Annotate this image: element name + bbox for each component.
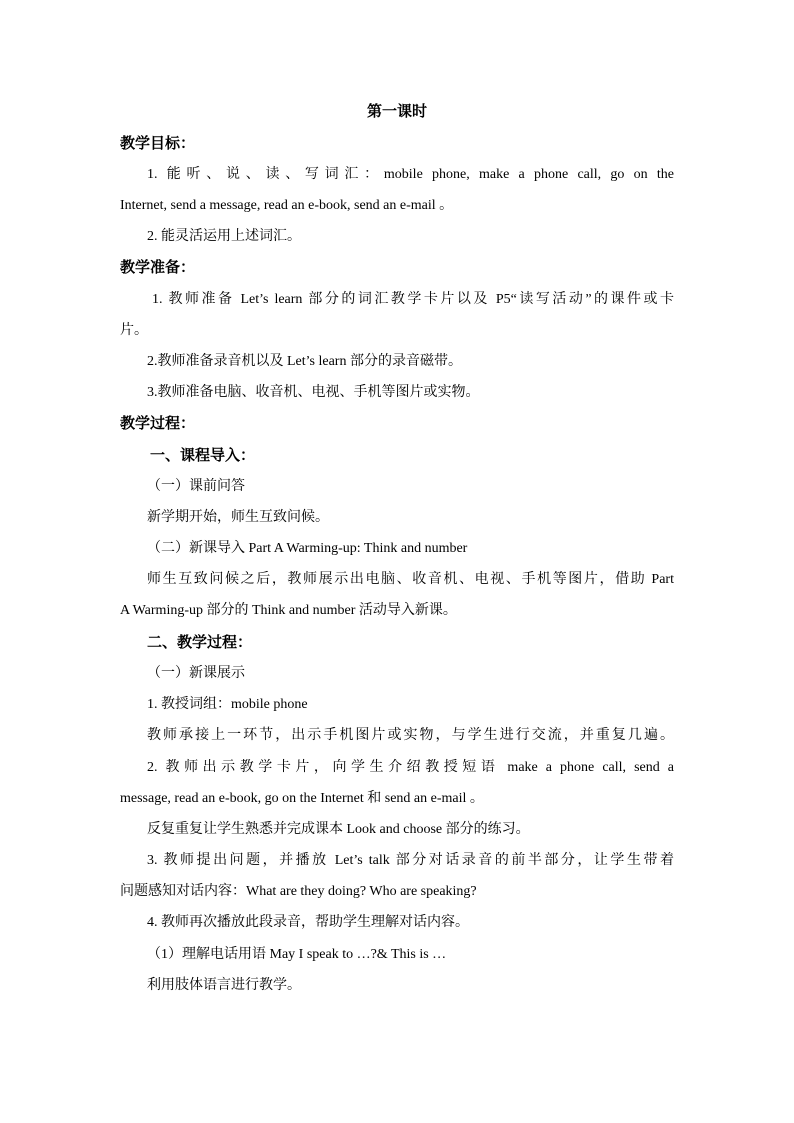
step-4: 4. 教师再次播放此段录音，帮助学生理解对话内容。	[147, 915, 469, 930]
part-2-sub-1: （一）新课展示	[147, 666, 245, 681]
page-title: 第一课时	[366, 104, 427, 120]
step-4-sub-1: （1）理解电话用语 May I speak to …?& This is …	[147, 947, 447, 962]
step-4-sub-1-text: 利用肢体语言进行教学。	[147, 978, 301, 993]
prep-1-line-2: 片。	[120, 323, 148, 338]
step-1-text: 教师承接上一环节，出示手机图片或实物，与学生进行交流，并重复几遍。	[147, 728, 674, 743]
goal-2: 2. 能灵活运用上述词汇。	[147, 229, 301, 244]
part-1-sub-2-text-line-1: 师生互致问候之后，教师展示出电脑、收音机、电视、手机等图片，借助 Part	[147, 572, 674, 587]
part-1-sub-1: （一）课前问答	[147, 479, 245, 494]
step-3-line-1: 3. 教师提出问题，并播放 Let’s talk 部分对话录音的前半部分，让学生带着	[147, 853, 674, 868]
prep-2: 2.教师准备录音机以及 Let’s learn 部分的录音磁带。	[147, 354, 462, 369]
process-heading: 教学过程：	[120, 416, 196, 432]
part-1-sub-2: （二）新课导入 Part A Warming-up: Think and number	[147, 541, 468, 556]
step-2-line-2: message, read an e-book, go on the Internet 和 send an e-mail 。	[120, 791, 484, 806]
step-3-line-2: 问题感知对话内容：What are they doing? Who are speaking?	[120, 884, 477, 899]
prep-1-line-1: 1. 教师准备 Let’s learn 部分的词汇教学卡片以及 P5“读写活动”的课件或卡	[152, 292, 674, 307]
goal-1-line-1: 1. 能听、说、读、写词汇：mobile phone, make a phone call, go on the	[147, 167, 674, 182]
part-1-sub-1-text: 新学期开始，师生互致问候。	[147, 510, 329, 525]
goals-heading: 教学目标：	[120, 136, 196, 152]
part-1-sub-2-text-line-2: A Warming-up 部分的 Think and number 活动导入新课。	[120, 603, 457, 618]
prep-heading: 教学准备：	[120, 260, 196, 276]
step-2-text: 反复重复让学生熟悉并完成课本 Look and choose 部分的练习。	[147, 822, 530, 837]
part-1-heading: 一、课程导入：	[150, 448, 256, 464]
part-2-heading: 二、教学过程：	[147, 635, 253, 651]
goal-1-line-2: Internet, send a message, read an e-book, send an e-mail 。	[120, 198, 454, 213]
prep-3: 3.教师准备电脑、收音机、电视、手机等图片或实物。	[147, 385, 480, 400]
step-2-line-1: 2. 教师出示教学卡片，向学生介绍教授短语 make a phone call, send a	[147, 760, 674, 775]
step-1: 1. 教授词组：mobile phone	[147, 697, 308, 712]
